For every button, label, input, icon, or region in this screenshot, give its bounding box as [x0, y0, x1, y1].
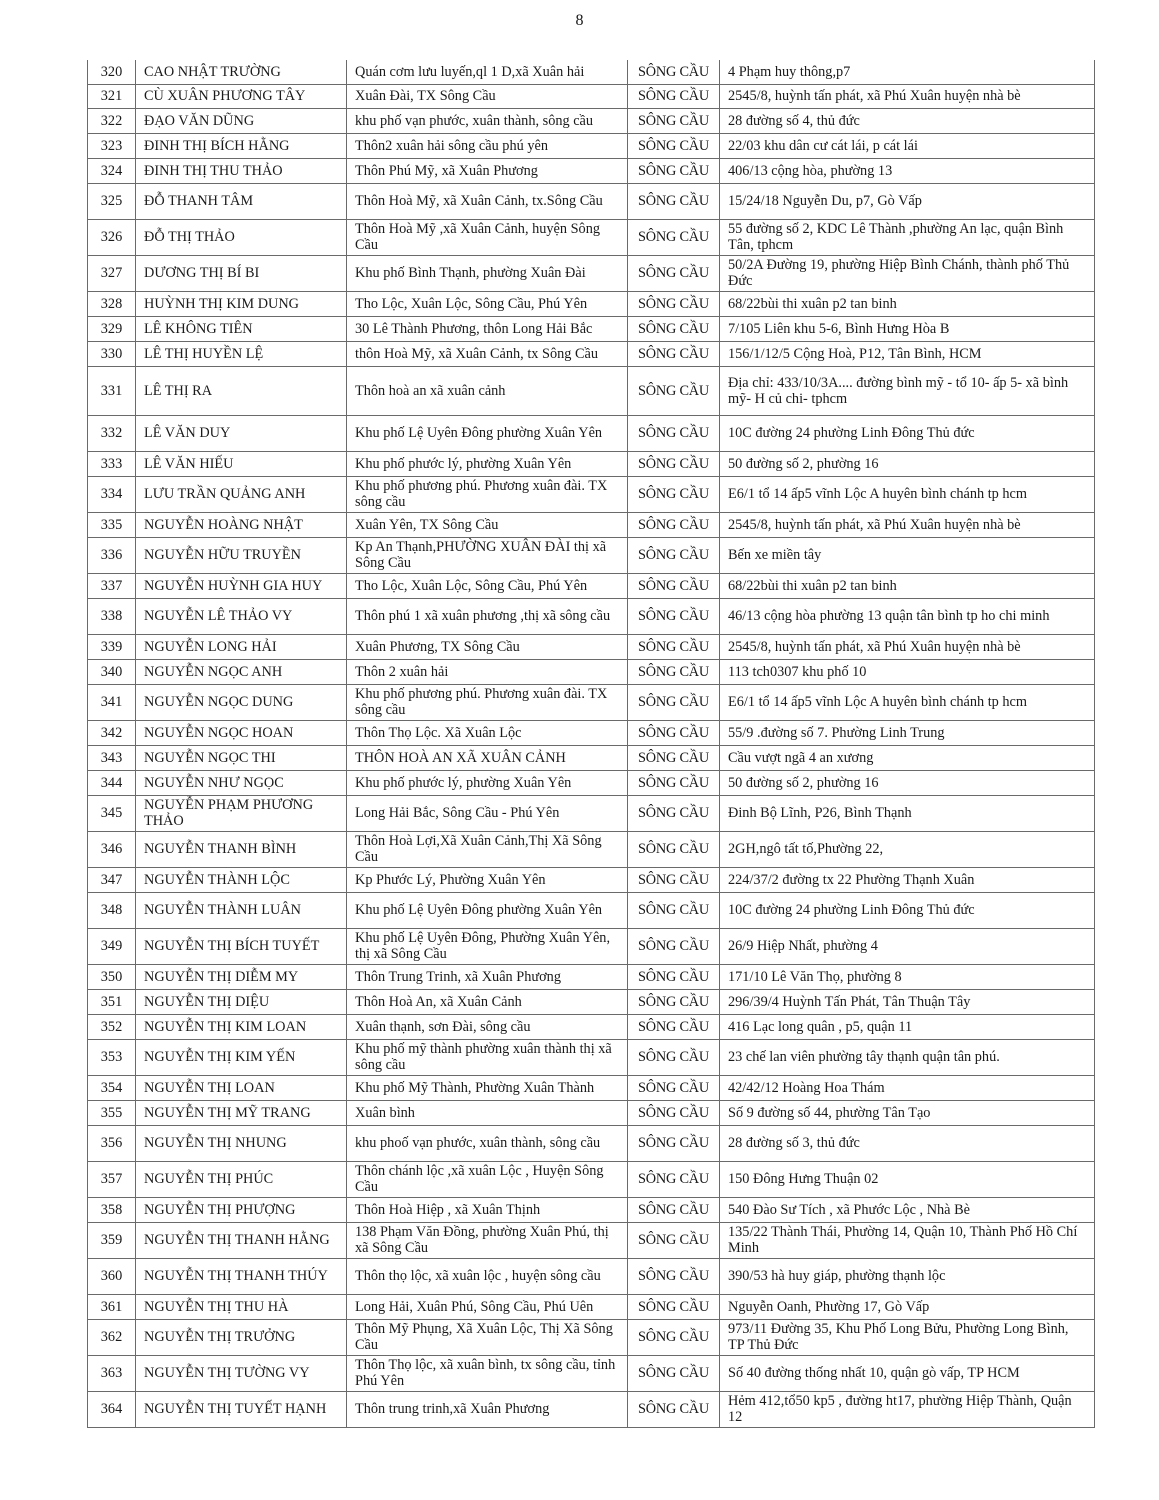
- name-cell: NGUYỄN THỊ TƯỜNG VY: [136, 1355, 347, 1391]
- address-cell: Khu phố Lệ Uyên Đông phường Xuân Yên: [347, 415, 628, 451]
- address-cell: Khu phố mỹ thành phường xuân thành thị xã sông cầu: [347, 1039, 628, 1075]
- table-row: [88, 634, 1095, 659]
- table-row: [88, 1100, 1095, 1125]
- current-address-cell: 2GH,ngô tất tố,Phường 22,: [720, 831, 1095, 867]
- name-cell: ĐINH THỊ THU THẢO: [136, 158, 347, 183]
- current-address-cell: E6/1 tổ 14 ấp5 vĩnh Lộc A huyên bình chánh tp hcm: [720, 684, 1095, 720]
- name-cell: ĐINH THỊ BÍCH HẰNG: [136, 133, 347, 158]
- name-cell: NGUYỄN THỊ KIM LOAN: [136, 1014, 347, 1039]
- district-cell: SÔNG CẦU: [628, 291, 720, 316]
- address-cell: Xuân Yên, TX Sông Cầu: [347, 512, 628, 537]
- address-cell: Xuân Phương, TX Sông Cầu: [347, 634, 628, 659]
- current-address-cell: 10C đường 24 phường Linh Đông Thủ đức: [720, 415, 1095, 451]
- row-number: 350: [88, 964, 136, 989]
- name-cell: NGUYỄN LÊ THẢO VY: [136, 598, 347, 634]
- table-row: [88, 1294, 1095, 1319]
- row-number: 355: [88, 1100, 136, 1125]
- row-number: 353: [88, 1039, 136, 1075]
- name-cell: NGUYỄN NGỌC THI: [136, 745, 347, 770]
- address-cell: Thôn Thọ Lộc. Xã Xuân Lộc: [347, 720, 628, 745]
- address-cell: Thôn Mỹ Phụng, Xã Xuân Lộc, Thị Xã Sông Cầu: [347, 1319, 628, 1355]
- row-number: 327: [88, 255, 136, 291]
- table-row: [88, 989, 1095, 1014]
- district-cell: SÔNG CẦU: [628, 964, 720, 989]
- name-cell: ĐẠO VĂN DŨNG: [136, 108, 347, 133]
- district-cell: SÔNG CẦU: [628, 183, 720, 219]
- address-cell: Khu phố phương phú. Phương xuân đài. TX sông cầu: [347, 684, 628, 720]
- row-number: 359: [88, 1222, 136, 1258]
- current-address-cell: 26/9 Hiệp Nhất, phường 4: [720, 928, 1095, 964]
- name-cell: NGUYỄN HUỲNH GIA HUY: [136, 573, 347, 598]
- current-address-cell: 416 Lạc long quân , p5, quận 11: [720, 1014, 1095, 1039]
- row-number: 335: [88, 512, 136, 537]
- current-address-cell: 171/10 Lê Văn Thọ, phường 8: [720, 964, 1095, 989]
- row-number: 337: [88, 573, 136, 598]
- table-row: [88, 219, 1095, 255]
- district-cell: SÔNG CẦU: [628, 634, 720, 659]
- name-cell: NGUYỄN HOÀNG NHẬT: [136, 512, 347, 537]
- table-row: [88, 341, 1095, 366]
- current-address-cell: 50/2A Đường 19, phường Hiệp Bình Chánh, thành phố Thủ Đức: [720, 255, 1095, 291]
- name-cell: CAO NHẬT TRƯỜNG: [136, 60, 347, 84]
- address-cell: Thôn Hoà Hiệp , xã Xuân Thịnh: [347, 1197, 628, 1222]
- name-cell: NGUYỄN THỊ DIỆU: [136, 989, 347, 1014]
- current-address-cell: 2545/8, huỳnh tấn phát, xã Phú Xuân huyện nhà bè: [720, 84, 1095, 108]
- address-cell: Khu phố Mỹ Thành, Phường Xuân Thành: [347, 1075, 628, 1100]
- current-address-cell: 55/9 .đường số 7. Phường Linh Trung: [720, 720, 1095, 745]
- current-address-cell: Đinh Bộ Lĩnh, P26, Bình Thạnh: [720, 795, 1095, 831]
- district-cell: SÔNG CẦU: [628, 795, 720, 831]
- name-cell: NGUYỄN NGỌC ANH: [136, 659, 347, 684]
- row-number: 336: [88, 537, 136, 573]
- table-body: [88, 60, 1095, 1427]
- row-number: 325: [88, 183, 136, 219]
- name-cell: NGUYỄN THỊ NHUNG: [136, 1125, 347, 1161]
- current-address-cell: 10C đường 24 phường Linh Đông Thủ đức: [720, 892, 1095, 928]
- current-address-cell: E6/1 tổ 14 ấp5 vĩnh Lộc A huyên bình chánh tp hcm: [720, 476, 1095, 512]
- district-cell: SÔNG CẦU: [628, 316, 720, 341]
- district-cell: SÔNG CẦU: [628, 867, 720, 892]
- row-number: 329: [88, 316, 136, 341]
- row-number: 352: [88, 1014, 136, 1039]
- table-row: [88, 1391, 1095, 1427]
- district-cell: SÔNG CẦU: [628, 451, 720, 476]
- row-number: 344: [88, 770, 136, 795]
- row-number: 328: [88, 291, 136, 316]
- district-cell: SÔNG CẦU: [628, 598, 720, 634]
- row-number: 351: [88, 989, 136, 1014]
- table-row: [88, 720, 1095, 745]
- table-row: [88, 1222, 1095, 1258]
- current-address-cell: 135/22 Thành Thái, Phường 14, Quận 10, Thành Phố Hồ Chí Minh: [720, 1222, 1095, 1258]
- current-address-cell: 42/42/12 Hoàng Hoa Thám: [720, 1075, 1095, 1100]
- table-row: [88, 366, 1095, 415]
- table-row: [88, 415, 1095, 451]
- address-cell: Khu phố Lệ Uyên Đông phường Xuân Yên: [347, 892, 628, 928]
- address-cell: khu phố vạn phước, xuân thành, sông cầu: [347, 108, 628, 133]
- table-row: [88, 316, 1095, 341]
- district-cell: SÔNG CẦU: [628, 659, 720, 684]
- current-address-cell: 973/11 Đường 35, Khu Phố Long Bửu, Phường Long Bình, TP Thủ Đức: [720, 1319, 1095, 1355]
- table-row: [88, 1014, 1095, 1039]
- row-number: 320: [88, 60, 136, 84]
- name-cell: NGUYỄN NHƯ NGỌC: [136, 770, 347, 795]
- current-address-cell: 46/13 cộng hòa phường 13 quận tân bình tp ho chi minh: [720, 598, 1095, 634]
- address-cell: Xuân bình: [347, 1100, 628, 1125]
- current-address-cell: 390/53 hà huy giáp, phường thạnh lộc: [720, 1258, 1095, 1294]
- district-cell: SÔNG CẦU: [628, 158, 720, 183]
- district-cell: SÔNG CẦU: [628, 60, 720, 84]
- district-cell: SÔNG CẦU: [628, 415, 720, 451]
- address-cell: Khu phố phước lý, phường Xuân Yên: [347, 770, 628, 795]
- address-cell: khu phoố vạn phước, xuân thành, sông cầu: [347, 1125, 628, 1161]
- address-cell: Thôn Hoà Mỹ ,xã Xuân Cảnh, huyện Sông Cầu: [347, 219, 628, 255]
- address-cell: Thôn Thọ lộc, xã xuân bình, tx sông cầu, tỉnh Phú Yên: [347, 1355, 628, 1391]
- address-cell: Thôn 2 xuân hải: [347, 659, 628, 684]
- district-cell: SÔNG CẦU: [628, 1355, 720, 1391]
- current-address-cell: 2545/8, huỳnh tấn phát, xã Phú Xuân huyện nhà bè: [720, 512, 1095, 537]
- district-cell: SÔNG CẦU: [628, 720, 720, 745]
- name-cell: LÊ THỊ HUYỀN LỆ: [136, 341, 347, 366]
- address-cell: Khu phố Bình Thạnh, phường Xuân Đài: [347, 255, 628, 291]
- address-cell: 138 Phạm Văn Đồng, phường Xuân Phú, thị xã Sông Cầu: [347, 1222, 628, 1258]
- name-cell: NGUYỄN THỊ THANH THÚY: [136, 1258, 347, 1294]
- row-number: 321: [88, 84, 136, 108]
- current-address-cell: Số 9 đường số 44, phường Tân Tạo: [720, 1100, 1095, 1125]
- table-row: [88, 573, 1095, 598]
- table-row: [88, 512, 1095, 537]
- name-cell: NGUYỄN NGỌC HOAN: [136, 720, 347, 745]
- table-row: [88, 1258, 1095, 1294]
- name-cell: LÊ THỊ RA: [136, 366, 347, 415]
- table-row: [88, 745, 1095, 770]
- table-row: [88, 1125, 1095, 1161]
- table-row: [88, 659, 1095, 684]
- table-row: [88, 831, 1095, 867]
- address-cell: Thôn Hoà Mỹ, xã Xuân Cảnh, tx.Sông Cầu: [347, 183, 628, 219]
- current-address-cell: 22/03 khu dân cư cát lái, p cát lái: [720, 133, 1095, 158]
- address-cell: Long Hải Bắc, Sông Cầu - Phú Yên: [347, 795, 628, 831]
- row-number: 364: [88, 1391, 136, 1427]
- district-cell: SÔNG CẦU: [628, 831, 720, 867]
- name-cell: NGUYỄN THỊ DIỄM MY: [136, 964, 347, 989]
- district-cell: SÔNG CẦU: [628, 537, 720, 573]
- name-cell: NGUYỄN THỊ TRƯỞNG: [136, 1319, 347, 1355]
- table-row: [88, 291, 1095, 316]
- address-cell: Kp An Thạnh,PHƯỜNG XUÂN ĐÀI thị xã Sông Cầu: [347, 537, 628, 573]
- address-cell: thôn Hoà Mỹ, xã Xuân Cảnh, tx Sông Cầu: [347, 341, 628, 366]
- current-address-cell: 113 tch0307 khu phố 10: [720, 659, 1095, 684]
- current-address-cell: 50 đường số 2, phường 16: [720, 451, 1095, 476]
- address-cell: Khu phố Lệ Uyên Đông, Phường Xuân Yên, thị xã Sông Cầu: [347, 928, 628, 964]
- table-row: [88, 451, 1095, 476]
- row-number: 346: [88, 831, 136, 867]
- name-cell: NGUYỄN HỮU TRUYỀN: [136, 537, 347, 573]
- district-cell: SÔNG CẦU: [628, 1075, 720, 1100]
- row-number: 330: [88, 341, 136, 366]
- district-cell: SÔNG CẦU: [628, 255, 720, 291]
- district-cell: SÔNG CẦU: [628, 770, 720, 795]
- name-cell: ĐỖ THANH TÂM: [136, 183, 347, 219]
- district-cell: SÔNG CẦU: [628, 1161, 720, 1197]
- row-number: 332: [88, 415, 136, 451]
- row-number: 324: [88, 158, 136, 183]
- name-cell: NGUYỄN THỊ MỸ TRANG: [136, 1100, 347, 1125]
- row-number: 361: [88, 1294, 136, 1319]
- district-cell: SÔNG CẦU: [628, 1222, 720, 1258]
- name-cell: LÊ VĂN HIẾU: [136, 451, 347, 476]
- page-number: 8: [575, 12, 584, 29]
- row-number: 343: [88, 745, 136, 770]
- name-cell: LƯU TRẦN QUẢNG ANH: [136, 476, 347, 512]
- district-cell: SÔNG CẦU: [628, 366, 720, 415]
- district-cell: SÔNG CẦU: [628, 989, 720, 1014]
- current-address-cell: Bến xe miền tây: [720, 537, 1095, 573]
- current-address-cell: 50 đường số 2, phường 16: [720, 770, 1095, 795]
- current-address-cell: 7/105 Liên khu 5-6, Bình Hưng Hòa B: [720, 316, 1095, 341]
- name-cell: NGUYỄN THỊ LOAN: [136, 1075, 347, 1100]
- row-number: 363: [88, 1355, 136, 1391]
- district-cell: SÔNG CẦU: [628, 1125, 720, 1161]
- current-address-cell: 15/24/18 Nguyễn Du, p7, Gò Vấp: [720, 183, 1095, 219]
- district-cell: SÔNG CẦU: [628, 512, 720, 537]
- current-address-cell: 150 Đông Hưng Thuận 02: [720, 1161, 1095, 1197]
- address-cell: Thôn phú 1 xã xuân phương ,thị xã sông cầu: [347, 598, 628, 634]
- address-cell: Thôn thọ lộc, xã xuân lộc , huyện sông cầu: [347, 1258, 628, 1294]
- table-row: [88, 684, 1095, 720]
- address-cell: Khu phố phước lý, phường Xuân Yên: [347, 451, 628, 476]
- table-row: [88, 598, 1095, 634]
- row-number: 348: [88, 892, 136, 928]
- district-cell: SÔNG CẦU: [628, 219, 720, 255]
- row-number: 339: [88, 634, 136, 659]
- district-cell: SÔNG CẦU: [628, 341, 720, 366]
- name-cell: NGUYỄN THỊ THU HÀ: [136, 1294, 347, 1319]
- name-cell: NGUYỄN THỊ BÍCH TUYẾT: [136, 928, 347, 964]
- district-cell: SÔNG CẦU: [628, 1258, 720, 1294]
- table-row: [88, 867, 1095, 892]
- address-cell: Quán cơm lưu luyến,ql 1 D,xã Xuân hải: [347, 60, 628, 84]
- district-cell: SÔNG CẦU: [628, 133, 720, 158]
- current-address-cell: 68/22bùi thi xuân p2 tan binh: [720, 291, 1095, 316]
- address-cell: THÔN HOÀ AN XÃ XUÂN CẢNH: [347, 745, 628, 770]
- current-address-cell: Hẻm 412,tổ50 kp5 , đường ht17, phường Hiệp Thành, Quận 12: [720, 1391, 1095, 1427]
- name-cell: NGUYỄN THỊ THANH HẰNG: [136, 1222, 347, 1258]
- name-cell: NGUYỄN THỊ PHÚC: [136, 1161, 347, 1197]
- row-number: 338: [88, 598, 136, 634]
- name-cell: NGUYỄN THÀNH LỘC: [136, 867, 347, 892]
- row-number: 323: [88, 133, 136, 158]
- district-cell: SÔNG CẦU: [628, 108, 720, 133]
- table-row: [88, 1039, 1095, 1075]
- name-cell: HUỲNH THỊ KIM DUNG: [136, 291, 347, 316]
- table-row: [88, 108, 1095, 133]
- address-cell: Xuân thạnh, sơn Đài, sông cầu: [347, 1014, 628, 1039]
- row-number: 342: [88, 720, 136, 745]
- table-row: [88, 476, 1095, 512]
- table-row: [88, 537, 1095, 573]
- address-cell: Thôn trung trinh,xã Xuân Phương: [347, 1391, 628, 1427]
- district-cell: SÔNG CẦU: [628, 1319, 720, 1355]
- address-cell: Thôn2 xuân hải sông cầu phú yên: [347, 133, 628, 158]
- current-address-cell: 156/1/12/5 Cộng Hoà, P12, Tân Bình, HCM: [720, 341, 1095, 366]
- current-address-cell: 23 chế lan viên phường tây thạnh quận tân phú.: [720, 1039, 1095, 1075]
- row-number: 358: [88, 1197, 136, 1222]
- district-cell: SÔNG CẦU: [628, 1197, 720, 1222]
- address-cell: Thôn chánh lộc ,xã xuân Lộc , Huyện Sông Cầu: [347, 1161, 628, 1197]
- address-cell: Tho Lộc, Xuân Lộc, Sông Cầu, Phú Yên: [347, 573, 628, 598]
- row-number: 354: [88, 1075, 136, 1100]
- row-number: 360: [88, 1258, 136, 1294]
- address-cell: Long Hải, Xuân Phú, Sông Cầu, Phú Uên: [347, 1294, 628, 1319]
- table-row: [88, 770, 1095, 795]
- name-cell: NGUYỄN THỊ KIM YẾN: [136, 1039, 347, 1075]
- table-row: [88, 60, 1095, 84]
- district-cell: SÔNG CẦU: [628, 1100, 720, 1125]
- row-number: 334: [88, 476, 136, 512]
- address-cell: Thôn Hoà Lợi,Xã Xuân Cảnh,Thị Xã Sông Cầu: [347, 831, 628, 867]
- name-cell: ĐỖ THỊ THẢO: [136, 219, 347, 255]
- table-row: [88, 1319, 1095, 1355]
- table-row: [88, 1197, 1095, 1222]
- name-cell: NGUYỄN LONG HẢI: [136, 634, 347, 659]
- current-address-cell: 68/22bùi thi xuân p2 tan binh: [720, 573, 1095, 598]
- address-cell: Thôn hoà an xã xuân cảnh: [347, 366, 628, 415]
- district-cell: SÔNG CẦU: [628, 1391, 720, 1427]
- district-cell: SÔNG CẦU: [628, 573, 720, 598]
- district-cell: SÔNG CẦU: [628, 1294, 720, 1319]
- name-cell: LÊ VĂN DUY: [136, 415, 347, 451]
- name-cell: NGUYỄN THANH BÌNH: [136, 831, 347, 867]
- registrant-table: [87, 60, 1095, 1428]
- row-number: 357: [88, 1161, 136, 1197]
- current-address-cell: Địa chỉ: 433/10/3A.... đường bình mỹ - tổ 10- ấp 5- xã bình mỹ- H củ chi- tphcm: [720, 366, 1095, 415]
- address-cell: Thôn Hoà An, xã Xuân Cảnh: [347, 989, 628, 1014]
- table-row: [88, 1161, 1095, 1197]
- address-cell: Kp Phước Lý, Phường Xuân Yên: [347, 867, 628, 892]
- table-row: [88, 892, 1095, 928]
- name-cell: LÊ KHÔNG TIÊN: [136, 316, 347, 341]
- table-row: [88, 255, 1095, 291]
- name-cell: NGUYỄN THỊ PHƯỢNG: [136, 1197, 347, 1222]
- name-cell: NGUYỄN THÀNH LUÂN: [136, 892, 347, 928]
- address-cell: 30 Lê Thành Phương, thôn Long Hải Bắc: [347, 316, 628, 341]
- district-cell: SÔNG CẦU: [628, 745, 720, 770]
- name-cell: DƯƠNG THỊ BÍ BI: [136, 255, 347, 291]
- row-number: 345: [88, 795, 136, 831]
- name-cell: NGUYỄN THỊ TUYẾT HẠNH: [136, 1391, 347, 1427]
- name-cell: NGUYỄN NGỌC DUNG: [136, 684, 347, 720]
- current-address-cell: 296/39/4 Huỳnh Tấn Phát, Tân Thuận Tây: [720, 989, 1095, 1014]
- current-address-cell: 224/37/2 đường tx 22 Phường Thạnh Xuân: [720, 867, 1095, 892]
- row-number: 362: [88, 1319, 136, 1355]
- district-cell: SÔNG CẦU: [628, 476, 720, 512]
- current-address-cell: 55 đường số 2, KDC Lê Thành ,phường An lạc, quận Bình Tân, tphcm: [720, 219, 1095, 255]
- row-number: 331: [88, 366, 136, 415]
- address-cell: Thôn Phú Mỹ, xã Xuân Phương: [347, 158, 628, 183]
- current-address-cell: Số 40 đường thống nhất 10, quận gò vấp, TP HCM: [720, 1355, 1095, 1391]
- address-cell: Tho Lộc, Xuân Lộc, Sông Cầu, Phú Yên: [347, 291, 628, 316]
- district-cell: SÔNG CẦU: [628, 1014, 720, 1039]
- table-row: [88, 183, 1095, 219]
- district-cell: SÔNG CẦU: [628, 684, 720, 720]
- current-address-cell: Cầu vượt ngã 4 an xương: [720, 745, 1095, 770]
- district-cell: SÔNG CẦU: [628, 84, 720, 108]
- table-row: [88, 1075, 1095, 1100]
- row-number: 356: [88, 1125, 136, 1161]
- row-number: 333: [88, 451, 136, 476]
- row-number: 341: [88, 684, 136, 720]
- table-row: [88, 1355, 1095, 1391]
- table-row: [88, 964, 1095, 989]
- row-number: 322: [88, 108, 136, 133]
- current-address-cell: 406/13 cộng hòa, phường 13: [720, 158, 1095, 183]
- current-address-cell: 4 Phạm huy thông,p7: [720, 60, 1095, 84]
- address-cell: Khu phố phương phú. Phương xuân đài. TX sông cầu: [347, 476, 628, 512]
- current-address-cell: 28 đường số 3, thủ đức: [720, 1125, 1095, 1161]
- table-row: [88, 795, 1095, 831]
- address-cell: Xuân Đài, TX Sông Cầu: [347, 84, 628, 108]
- district-cell: SÔNG CẦU: [628, 892, 720, 928]
- address-cell: Thôn Trung Trinh, xã Xuân Phương: [347, 964, 628, 989]
- table-row: [88, 158, 1095, 183]
- table-row: [88, 133, 1095, 158]
- name-cell: NGUYỄN PHẠM PHƯƠNG THẢO: [136, 795, 347, 831]
- current-address-cell: Nguyễn Oanh, Phường 17, Gò Vấp: [720, 1294, 1095, 1319]
- table-row: [88, 84, 1095, 108]
- row-number: 326: [88, 219, 136, 255]
- district-cell: SÔNG CẦU: [628, 928, 720, 964]
- current-address-cell: 28 đường số 4, thủ đức: [720, 108, 1095, 133]
- row-number: 349: [88, 928, 136, 964]
- name-cell: CÙ XUÂN PHƯƠNG TÂY: [136, 84, 347, 108]
- row-number: 347: [88, 867, 136, 892]
- table-row: [88, 928, 1095, 964]
- current-address-cell: 540 Đào Sư Tích , xã Phước Lộc , Nhà Bè: [720, 1197, 1095, 1222]
- row-number: 340: [88, 659, 136, 684]
- current-address-cell: 2545/8, huỳnh tấn phát, xã Phú Xuân huyện nhà bè: [720, 634, 1095, 659]
- district-cell: SÔNG CẦU: [628, 1039, 720, 1075]
